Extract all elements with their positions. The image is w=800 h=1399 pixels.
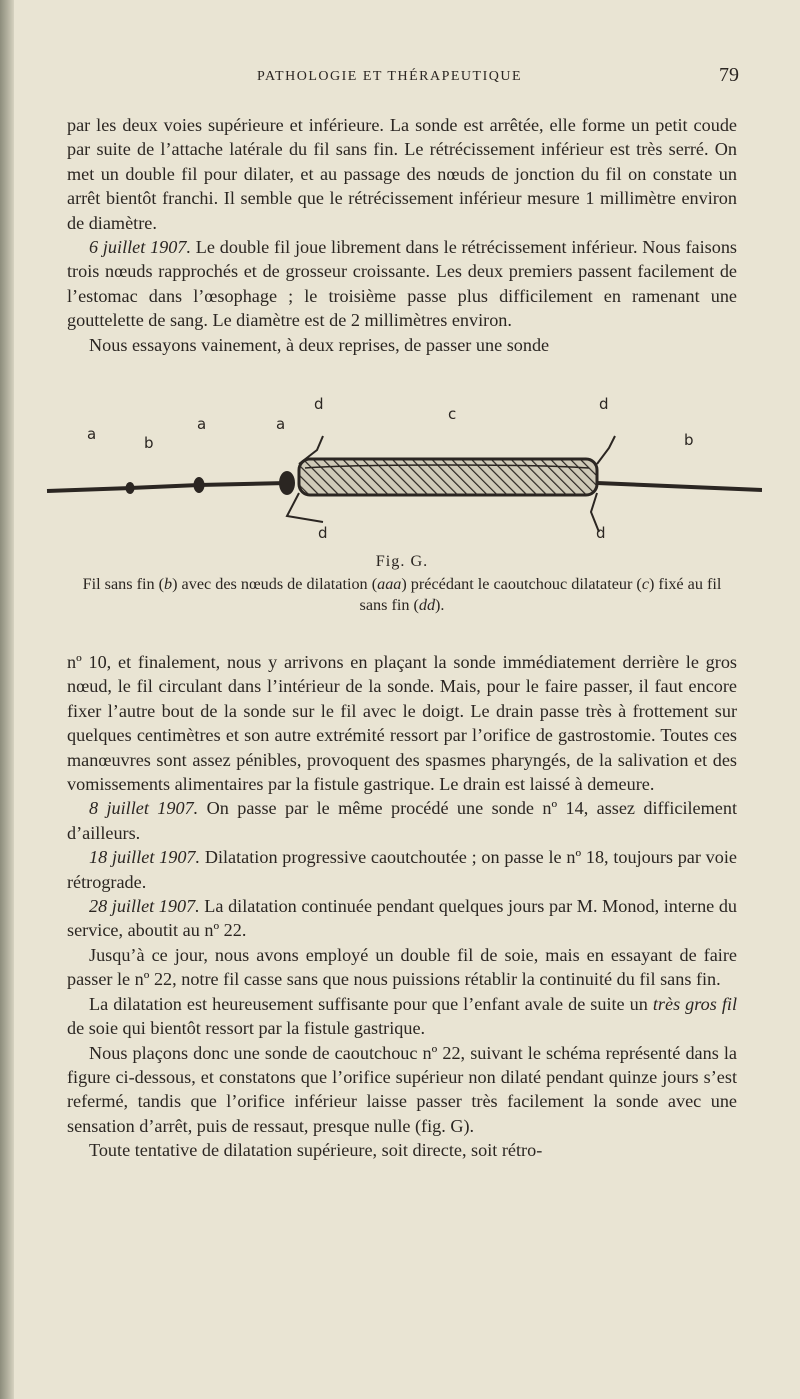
label-b: b <box>144 434 154 452</box>
label-d: d <box>318 524 328 542</box>
label-b: b <box>684 431 694 449</box>
dated-entry: 18 juillet 1907. <box>89 847 201 868</box>
label-d: d <box>596 524 606 542</box>
knot-medium <box>194 477 205 493</box>
thread-line <box>47 483 287 491</box>
thread-line-right <box>597 483 762 490</box>
header-title: PATHOLOGIE ET THÉRAPEUTIQUE <box>257 69 523 84</box>
text-block-top <box>67 113 737 357</box>
figure-caption: Fig. G. Fil sans fin (b) avec des nœuds de dilatation (aaa) précédant le caoutchouc dilatateur (c) fixé au fil sans fin (dd). <box>67 551 737 616</box>
label-d: d <box>314 395 324 413</box>
label-c: c <box>448 405 457 423</box>
paragraph: 18 juillet 1907. Dilatation progressive caoutchoutée ; on passe le nº 18, toujours par voie rétrograde. <box>67 847 737 892</box>
tie-left-lower <box>287 493 323 522</box>
figure-g-diagram <box>37 392 762 547</box>
paragraph: 8 juillet 1907. On passe par le même procédé une sonde nº 14, assez difficilement d’ailleurs. <box>67 798 737 843</box>
paragraph: Nous essayons vainement, à deux reprises, de passer une sonde <box>89 334 550 355</box>
label-a: a <box>197 415 207 433</box>
page-number: 79 <box>719 64 739 86</box>
emphasis: très gros fil <box>652 993 737 1014</box>
paragraph <box>67 235 737 333</box>
paragraph: La dilatation est heureusement suffisante pour que l’enfant avale de suite un très gros fil de soie qui bientôt ressort par la fistule gastrique. <box>67 993 737 1039</box>
dated-entry: 6 juillet 1907. <box>89 237 192 258</box>
figure-label: Fig. G. <box>375 552 429 570</box>
label-a: a <box>276 415 286 433</box>
paragraph: Jusqu’à ce jour, nous avons employé un double fil de soie, mais en essayant de faire passer le nº 22, notre fil casse sans que nous puissions rétablir la continuité du fil sans fin. <box>67 944 737 990</box>
paragraph: 28 juillet 1907. La dilatation continuée pendant quelques jours par M. Monod, interne du service, aboutit au nº 22. <box>67 896 738 941</box>
paragraph: Nous plaçons donc une sonde de caoutchouc nº 22, suivant le schéma représenté dans la figure ci-dessous, et constatons que l’orifice supérieur non dilaté pendant quinze jours s’est refermé, tandis que l’orifice inférieur laisse passer très facilement la sonde avec une sensation d’arrêt, puis de ressaut, presque nulle (fig. G). <box>67 1042 737 1136</box>
label-a: a <box>87 425 97 443</box>
dated-entry: 8 juillet 1907. <box>89 798 199 819</box>
text-block-bottom <box>67 650 737 1163</box>
paragraph: nº 10, et finalement, nous y arrivons en plaçant la sonde immédiatement derrière le gros nœud, le fil circulant dans l’intérieur de la sonde. Mais, pour le faire passer, il faut encore fixer l’autre bout de la sonde sur le fil avec le doigt. Le drain passe très à frottement sur quelques centimètres et son autre extrémité ressort par l’orifice de gastrostomie. Toutes ces manœuvres sont assez pénibles, provoquent des spasmes pharyngés, de la salivation et des vomissements alimentaires par la fistule gastrique. Le drain est laissé à demeure. <box>67 652 737 795</box>
paragraph-text: Le double fil joue librement dans le rétrécissement inférieur. Nous faisons trois nœuds rapprochés et de grosseur croissante. Les deux premiers passent facilement de l’estomac dans l’œsophage ; le troisième passe plus difficilement en ramenant une gouttelette de sang. Le diamètre est de 2 millimètres environ. <box>67 237 737 331</box>
book-binding-edge <box>0 0 14 1399</box>
fil-sans-fin-drawing <box>37 392 762 547</box>
label-d: d <box>599 395 609 413</box>
running-header <box>67 66 737 88</box>
knot-small <box>126 482 135 494</box>
paragraph: Toute tentative de dilatation supérieure, soit directe, soit rétro- <box>89 1140 543 1161</box>
dated-entry: 28 juillet 1907. <box>89 896 200 917</box>
paragraph: par les deux voies supérieure et inférieure. La sonde est arrêtée, elle forme un petit coude par suite de l’attache latérale du fil sans fin. Le rétrécissement inférieur est très serré. On met un double fil pour dilater, et au passage des nœuds de jonction du fil on constate un arrêt bientôt franchi. Il semble que le rétrécissement inférieur mesure 1 millimètre environ de diamètre. <box>67 115 737 233</box>
knot-large <box>279 471 295 495</box>
tie-right-upper <box>597 436 615 464</box>
